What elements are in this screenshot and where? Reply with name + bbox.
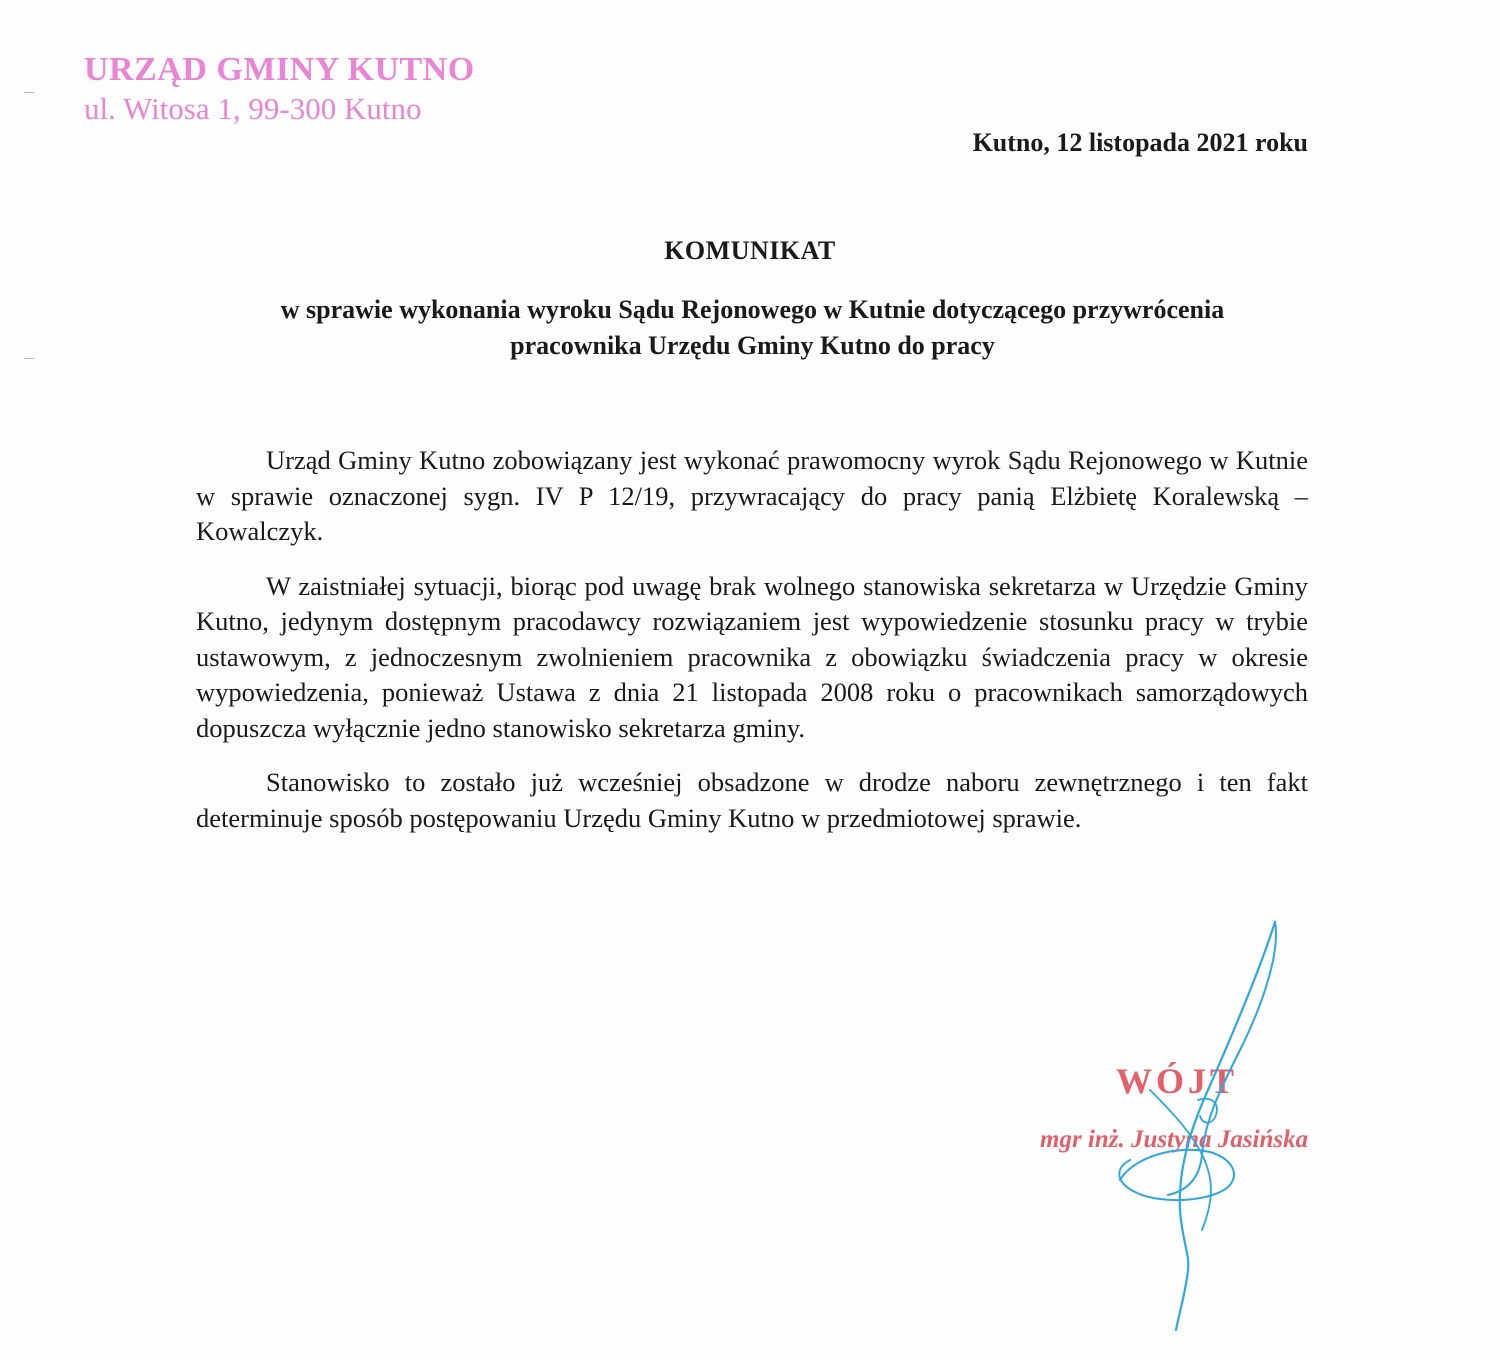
document-subject	[200, 292, 1305, 364]
handwritten-signature	[1090, 910, 1310, 1340]
office-address: ul. Witosa 1, 99-300 Kutno	[84, 91, 422, 126]
document-title: KOMUNIKAT	[664, 236, 836, 265]
office-name: URZĄD GMINY KUTNO	[84, 51, 475, 88]
margin-mark	[24, 92, 34, 93]
body-paragraph: Urząd Gminy Kutno zobowiązany jest wykonać prawomocny wyrok Sądu Rejonowego w Kutnie w sprawie oznaczonej sygn. IV P 12/19, przywracający do pracy panią Elżbietę Koralewską – Kowalczyk.	[196, 445, 1308, 546]
signatory-role: WÓJT	[1116, 1061, 1239, 1101]
letterhead-stamp	[84, 50, 475, 128]
date-line: Kutno, 12 listopada 2021 roku	[972, 128, 1308, 157]
body-paragraph: W zaistniałej sytuacji, biorąc pod uwagę brak wolnego stanowiska sekretarza w Urzędzie Gminy Kutno, jedynym dostępnym pracodawcy rozwiązaniem jest wypowiedzenie stosunku pracy w trybie ustawowym, z jednoczesnym zwolnieniem pracownika z obowiązku świadczenia pracy w okresie wypowiedzenia, ponieważ Ustawa z dnia 21 listopada 2008 roku o pracownikach samorządowych dopuszcza wyłącznie jedno stanowisko sekretarza gminy.	[196, 570, 1308, 743]
subject-line: pracownika Urzędu Gminy Kutno do pracy	[510, 331, 995, 360]
margin-mark	[24, 358, 34, 359]
body-text	[196, 443, 1308, 855]
subject-line: w sprawie wykonania wyroku Sądu Rejonowego w Kutnie dotyczącego przywrócenia	[280, 295, 1225, 324]
signatory-name: mgr inż. Justyna Jasińska	[1040, 1126, 1309, 1153]
body-paragraph: Stanowisko to zostało już wcześniej obsadzone w drodze naboru zewnętrznego i ten fakt determinuje sposób postępowaniu Urzędu Gminy Kutno w przedmiotowej sprawie.	[196, 767, 1308, 833]
